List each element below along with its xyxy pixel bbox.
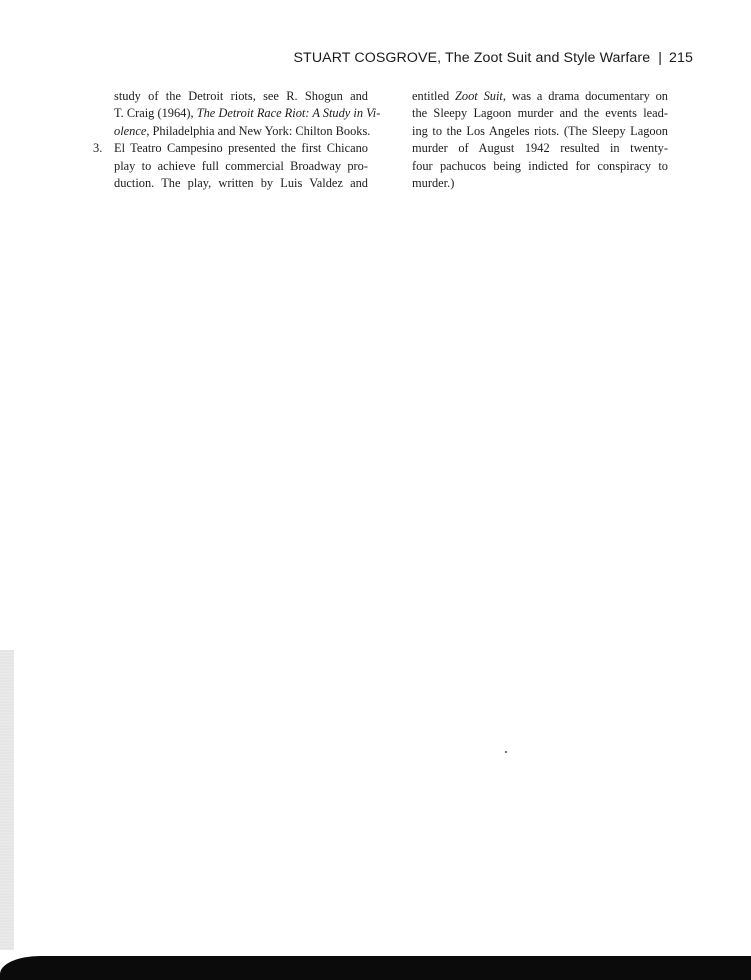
note-line: study of the Detroit riots, see R. Shogun and (114, 89, 368, 103)
running-head-separator: | (658, 50, 663, 66)
page-number: 215 (669, 50, 693, 66)
citation-text: T. Craig (1964), (114, 106, 197, 121)
left-column (93, 88, 381, 192)
note-line: the Sleepy Lagoon murder and the events lead- (412, 106, 668, 121)
scan-edge-shadow (0, 650, 14, 950)
scan-bottom-edge (0, 956, 751, 980)
note-line: murder of August 1942 resulted in twenty- (412, 141, 668, 156)
note-3 (93, 140, 368, 192)
note-line: play to achieve full commercial Broadway pro- (114, 158, 368, 173)
note-line (114, 105, 381, 122)
scan-speck (505, 751, 507, 753)
running-head-author: STUART COSGROVE (293, 50, 438, 66)
note-number: 3. (93, 141, 103, 156)
citation-publisher: , Philadelphia and New York: Chilton Books. (146, 123, 371, 138)
play-title: Zoot Suit (455, 89, 503, 103)
note-text: , was a drama documentary on (502, 89, 668, 103)
running-head (200, 50, 693, 66)
right-column (412, 88, 668, 192)
note-line: El Teatro Campesino presented the first Chicano (114, 141, 368, 156)
note-line: ing to the Los Angeles riots. (The Sleepy Lagoon (412, 123, 668, 138)
citation-book-title-end: olence (114, 123, 147, 138)
note-line: four pachucos being indicted for conspiracy to (412, 158, 668, 173)
note-line (412, 88, 668, 105)
running-head-title: , The Zoot Suit and Style Warfare (437, 50, 651, 66)
note-text: entitled (412, 89, 456, 103)
note-line (114, 123, 371, 140)
citation-book-title: The Detroit Race Riot: A Study in Vi- (196, 106, 381, 121)
note-line: murder.) (412, 176, 455, 191)
note-line: duction. The play, written by Luis Valdez and (114, 176, 368, 191)
